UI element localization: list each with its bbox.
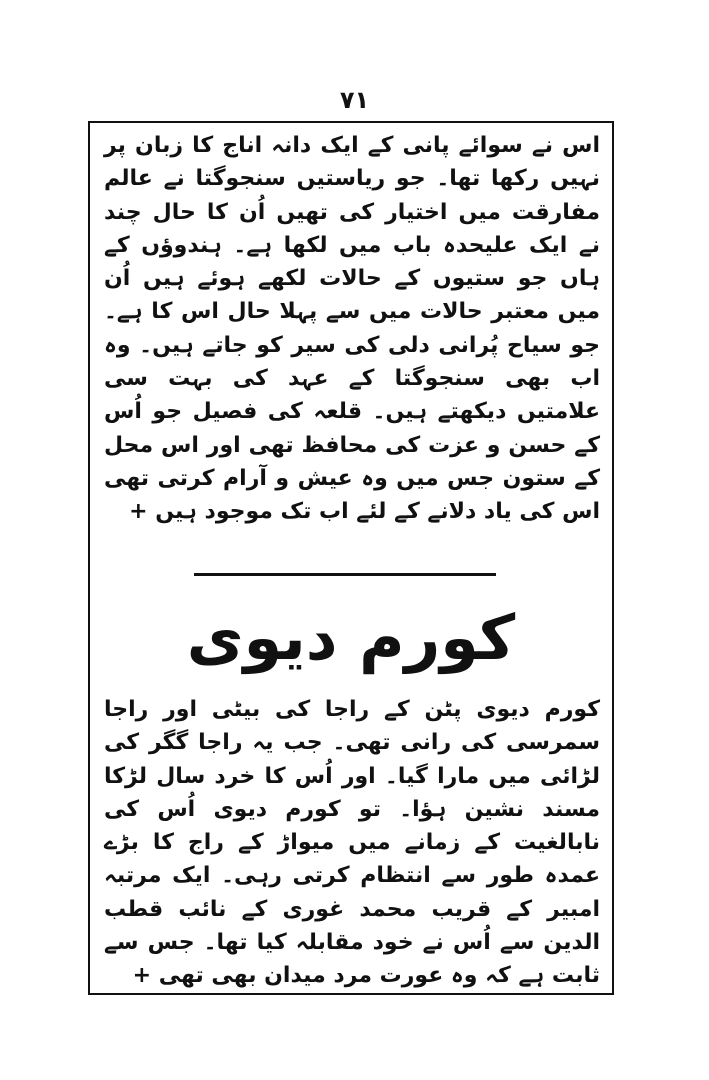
paragraph-kurma-devi: کورم دیوی پٹن کے راجا کی بیٹی اور راجا سمرسی کی رانی تھی۔ جب یہ راجا گگر کی لڑائی میں مارا گیا۔ اور اُس کا خرد سال لڑکا مسند نشین ہؤا۔ تو کورم دیوی اُس کی نابالغیت کے زمانے میں میواڑ کے راج کا بڑے عمدہ طور سے انتظام کرتی رہی۔ ایک مرتبہ امبیر کے قریب محمد غوری کے نائب قطب الدین سے اُس نے خود مقابلہ کیا تھا۔ جس سے ثابت ہے کہ وہ عورت مرد میدان بھی تھی +: [104, 697, 600, 989]
section-divider: [194, 573, 496, 576]
page-number: ۷۱: [339, 86, 370, 114]
text-frame: [88, 121, 614, 995]
section-heading: کورم دیوی: [186, 601, 516, 674]
paragraph-sanjogta: اس نے سوائے پانی کے ایک دانہ اناج کا زبان پر نہیں رکھا تھا۔ جو ریاستیں سنجوگتا نے عالم مفارقت میں اختیار کی تھیں اُن کا حال چند نے ایک علیحدہ باب میں لکھا ہے۔ ہندوؤں کے ہاں جو ستیوں کے حالات لکھے ہوئے ہیں اُن میں معتبر حالات میں سے پہلا حال اس کا ہے۔ جو سیاح پُرانی دلی کی سیر کو جاتے ہیں۔ وہ اب بھی سنجوگتا کے عہد کی بہت سی علامتیں دیکھتے ہیں۔ قلعہ کی فصیل جو اُس کے حسن و عزت کی محافظ تھی اور اس محل کے ستون جس میں وہ عیش و آرام کرتی تھی اس کی یاد دلانے کے لئے اب تک موجود ہیں +: [104, 133, 600, 525]
